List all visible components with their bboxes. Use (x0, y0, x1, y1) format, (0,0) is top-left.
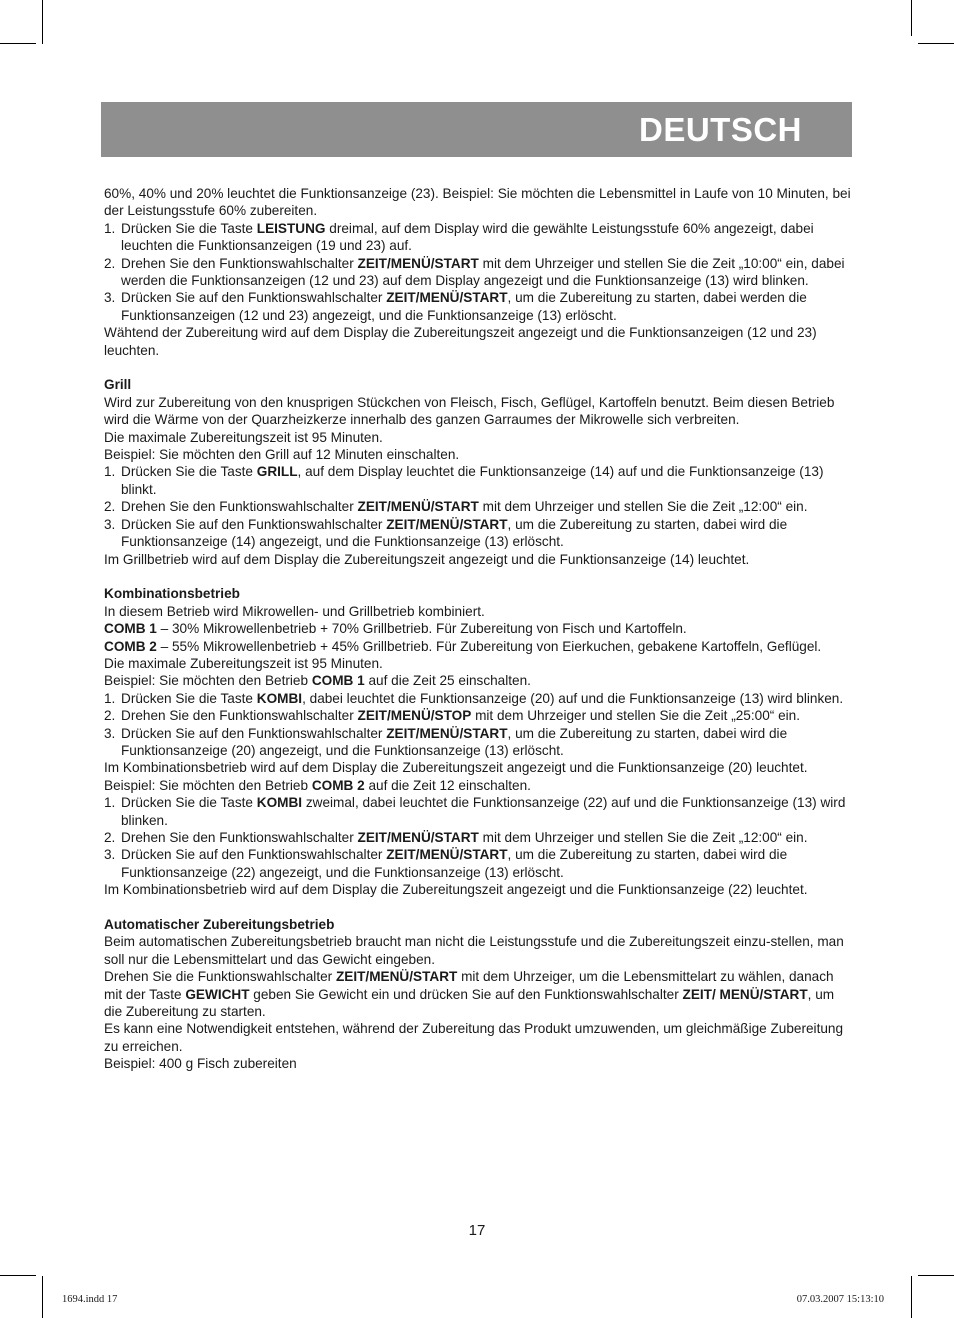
paragraph: Beim automatischen Zubereitungsbetrieb braucht man nicht die Leistungsstufe und die Zubereitungszeit einzu-stellen, man soll nur die Lebensmittelart und das Gewicht eingeben. (104, 934, 844, 967)
paragraph: Die maximale Zubereitungszeit ist 95 Minuten. (104, 429, 383, 445)
page-number: 17 (468, 1222, 486, 1239)
list-item: 1. Drücken Sie die Taste LEISTUNG dreimal, auf dem Display wird die gewählte Leistungsstufe 60% angezeigt, dabei leuchten die Funktionsanzeigen (19 und 23) auf. (104, 220, 814, 254)
paragraph: Beispiel: Sie möchten den Betrieb COMB 2 auf die Zeit 12 einschalten. (104, 777, 531, 793)
paragraph: Im Grillbetrieb wird auf dem Display die Zubereitungszeit angezeigt und die Funktionsanzeige (14) leuchtet. (104, 551, 750, 567)
crop-mark (42, 1276, 43, 1318)
paragraph: In diesem Betrieb wird Mikrowellen- und Grillbetrieb kombiniert. (104, 603, 485, 619)
crop-mark (911, 1276, 912, 1318)
list-item: 3. Drücken Sie auf den Funktionswahlschalter ZEIT/MENÜ/START, um die Zubereitung zu starten, dabei wird die Funktionsanzeige (14) angezeigt, und die Funktionsanzeige (13) erlöscht. (104, 516, 788, 550)
manual-content (104, 185, 852, 1073)
numbered-list (104, 463, 852, 550)
paragraph: Beispiel: Sie möchten den Grill auf 12 Minuten einschalten. (104, 447, 460, 463)
list-item: 1. Drücken Sie die Taste KOMBI, dabei leuchtet die Funktionsanzeige (20) auf und die Funktionsanzeige (13) wird blinken. (104, 690, 844, 706)
footer-file-info: 1694.indd 17 (62, 1294, 118, 1305)
list-item: 2. Drehen Sie den Funktionswahlschalter ZEIT/MENÜ/START mit dem Uhrzeiger und stellen Sie die Zeit „12:00“ ein. (104, 499, 808, 515)
footer-timestamp: 07.03.2007 15:13:10 (796, 1294, 884, 1305)
section-heading-automatic: Automatischer Zubereitungsbetrieb (104, 917, 335, 933)
language-header-bar (101, 102, 852, 157)
crop-mark (918, 43, 954, 44)
crop-mark (42, 0, 43, 44)
crop-mark (918, 1275, 954, 1276)
section-heading-grill: Grill (104, 377, 132, 393)
list-item: 3. Drücken Sie auf den Funktionswahlschalter ZEIT/MENÜ/START, um die Zubereitung zu starten, dabei wird die Funktionsanzeige (20) angezeigt, und die Funktionsanzeige (13) erlöscht. (104, 725, 788, 758)
paragraph: Beispiel: 400 g Fisch zubereiten (104, 1056, 297, 1072)
paragraph: Wähtend der Zubereitung wird auf dem Display die Zubereitungszeit angezeigt und die Funktionsanzeigen (12 und 23) leuchten. (104, 325, 817, 358)
paragraph: Es kann eine Notwendigkeit entstehen, während der Zubereitung das Produkt umzuwenden, um gleichmäßige Zubereitung zu erreichen. (104, 1021, 844, 1054)
list-item: 1. Drücken Sie die Taste GRILL, auf dem Display leuchtet die Funktionsanzeige (14) auf und die Funktionsanzeige (13) blinkt. (104, 464, 824, 497)
paragraph: 60%, 40% und 20% leuchtet die Funktionsanzeige (23). Beispiel: Sie möchten die Lebensmittel in Laufe von 10 Minuten, bei der Leistungsstufe 60% zubereiten. (104, 186, 851, 219)
numbered-list (104, 794, 852, 881)
section-heading-combination: Kombinationsbetrieb (104, 586, 240, 602)
crop-mark (0, 43, 36, 44)
list-item: 1. Drücken Sie die Taste KOMBI zweimal, dabei leuchtet die Funktionsanzeige (22) auf und die Funktionsanzeige (13) wird blinken. (104, 795, 846, 828)
list-item: 3. Drücken Sie auf den Funktionswahlschalter ZEIT/MENÜ/START, um die Zubereitung zu starten, dabei wird die Funktionsanzeige (22) angezeigt, und die Funktionsanzeige (13) erlöscht. (104, 847, 788, 880)
crop-mark (0, 1275, 36, 1276)
paragraph: COMB 1 – 30% Mikrowellenbetrieb + 70% Grillbetrieb. Für Zubereitung von Fisch und Kartoffeln. (104, 621, 687, 637)
crop-mark (911, 0, 912, 36)
paragraph: Wird zur Zubereitung von den knusprigen Stückchen von Fleisch, Fisch, Geflügel, Kartoffeln benutzt. Beim diesen Betrieb wird die Wärme von der Quarzheizkerze innerhalb des ganzen Garraumes der Mikrowelle sich verbreiten. (104, 394, 835, 428)
paragraph: Im Kombinationsbetrieb wird auf dem Display die Zubereitungszeit angezeigt und die Funktionsanzeige (20) leuchtet. (104, 760, 808, 776)
paragraph: Die maximale Zubereitungszeit ist 95 Minuten. (104, 655, 383, 671)
list-item: 2. Drehen Sie den Funktionswahlschalter ZEIT/MENÜ/START mit dem Uhrzeiger und stellen Sie die Zeit „10:00“ ein, dabei werden die Funktionsanzeigen (12 und 23) auf dem Display angezeigt und die Funktionsanzeige (13) wird blinken. (104, 255, 845, 289)
paragraph: Beispiel: Sie möchten den Betrieb COMB 1 auf die Zeit 25 einschalten. (104, 673, 531, 689)
numbered-list (104, 690, 852, 760)
list-item: 3. Drücken Sie auf den Funktionswahlschalter ZEIT/MENÜ/START, um die Zubereitung zu starten, dabei werden die Funktionsanzeigen (12 und 23) angezeigt, und die Funktionsanzeige (13) erlöscht. (104, 290, 807, 323)
page-title: DEUTSCH (638, 111, 802, 148)
list-item: 2. Drehen Sie den Funktionswahlschalter ZEIT/MENÜ/STOP mit dem Uhrzeiger und stellen Sie die Zeit „25:00“ ein. (104, 708, 800, 724)
paragraph: COMB 2 – 55% Mikrowellenbetrieb + 45% Grillbetrieb. Für Zubereitung von Eierkuchen, gebakene Kartoffeln, Geflügel. (104, 638, 822, 654)
numbered-list (104, 220, 852, 324)
paragraph: Im Kombinationsbetrieb wird auf dem Display die Zubereitungszeit angezeigt und die Funktionsanzeige (22) leuchtet. (104, 882, 808, 898)
paragraph: Drehen Sie die Funktionswahlschalter ZEIT/MENÜ/START mit dem Uhrzeiger, um die Lebensmittelart zu wählen, danach mit der Taste GEWICHT geben Sie Gewicht ein und drücken Sie auf den Funktionswahlschalter ZEIT/ MENÜ/START, um die Zubereitung zu starten. (104, 969, 835, 1020)
list-item: 2. Drehen Sie den Funktionswahlschalter ZEIT/MENÜ/START mit dem Uhrzeiger und stellen Sie die Zeit „12:00“ ein. (104, 830, 808, 845)
